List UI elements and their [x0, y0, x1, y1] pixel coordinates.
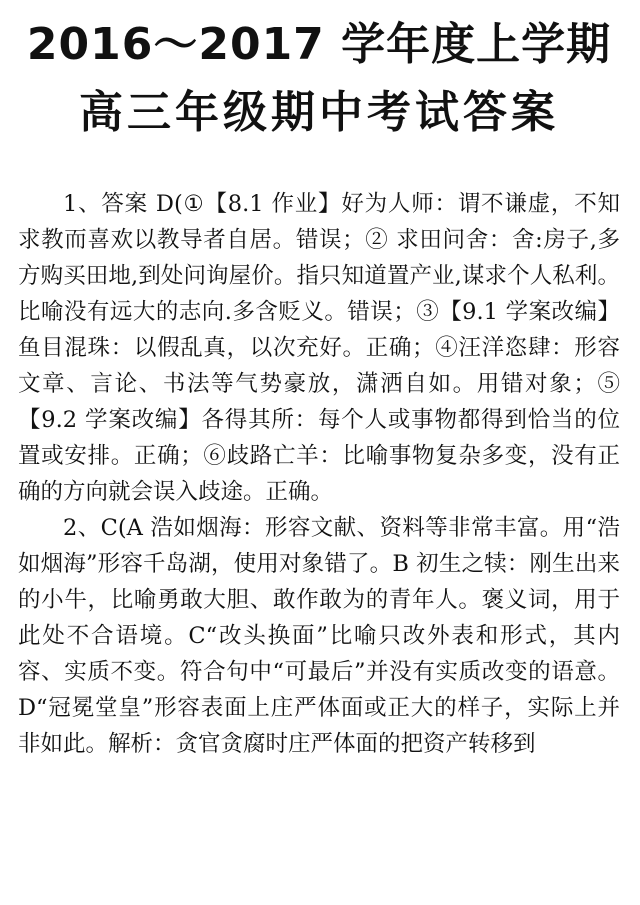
answer-paragraph-1: 1、答案 D(①【8.1 作业】好为人师：谓不谦虚，不知求教而喜欢以教导者自居。错误；② 求田问舍：舍:房子,多方购买田地,到处问询屋价。指只知道置产业,谋求个人私利。比喻没有远大的志向.多含贬义。错误；③【9.1 学案改编】鱼目混珠：以假乱真，以次充好。正确；④汪洋恣肆：形容文章、言论、书法等气势豪放，潇洒自如。用错对象；⑤【9.2 学案改编】各得其所：每个人或事物都得到恰当的位置或安排。正确；⑥歧路亡羊：比喻事物复杂多变，没有正确的方向就会误入歧途。正确。 [18, 191, 620, 505]
answer-body [18, 186, 620, 762]
document-title-exam: 高三年级期中考试答案 [79, 87, 559, 138]
document-title-year: 2016～2017 学年度上学期 [26, 19, 612, 70]
answer-paragraph-2: 2、C(A 浩如烟海：形容文献、资料等非常丰富。用“浩如烟海”形容千岛湖，使用对象错了。B 初生之犊：刚生出来的小牛，比喻勇敢大胆、敢作敢为的青年人。褒义词，用于此处不合语境。C“改头换面”比喻只改外表和形式，其内容、实质不变。符合句中“可最后”并没有实质改变的语意。D“冠冕堂皇”形容表面上庄严体面或正大的样子，实际上并非如此。解析：贪官贪腐时庄严体面的把资产转移到 [18, 515, 620, 757]
